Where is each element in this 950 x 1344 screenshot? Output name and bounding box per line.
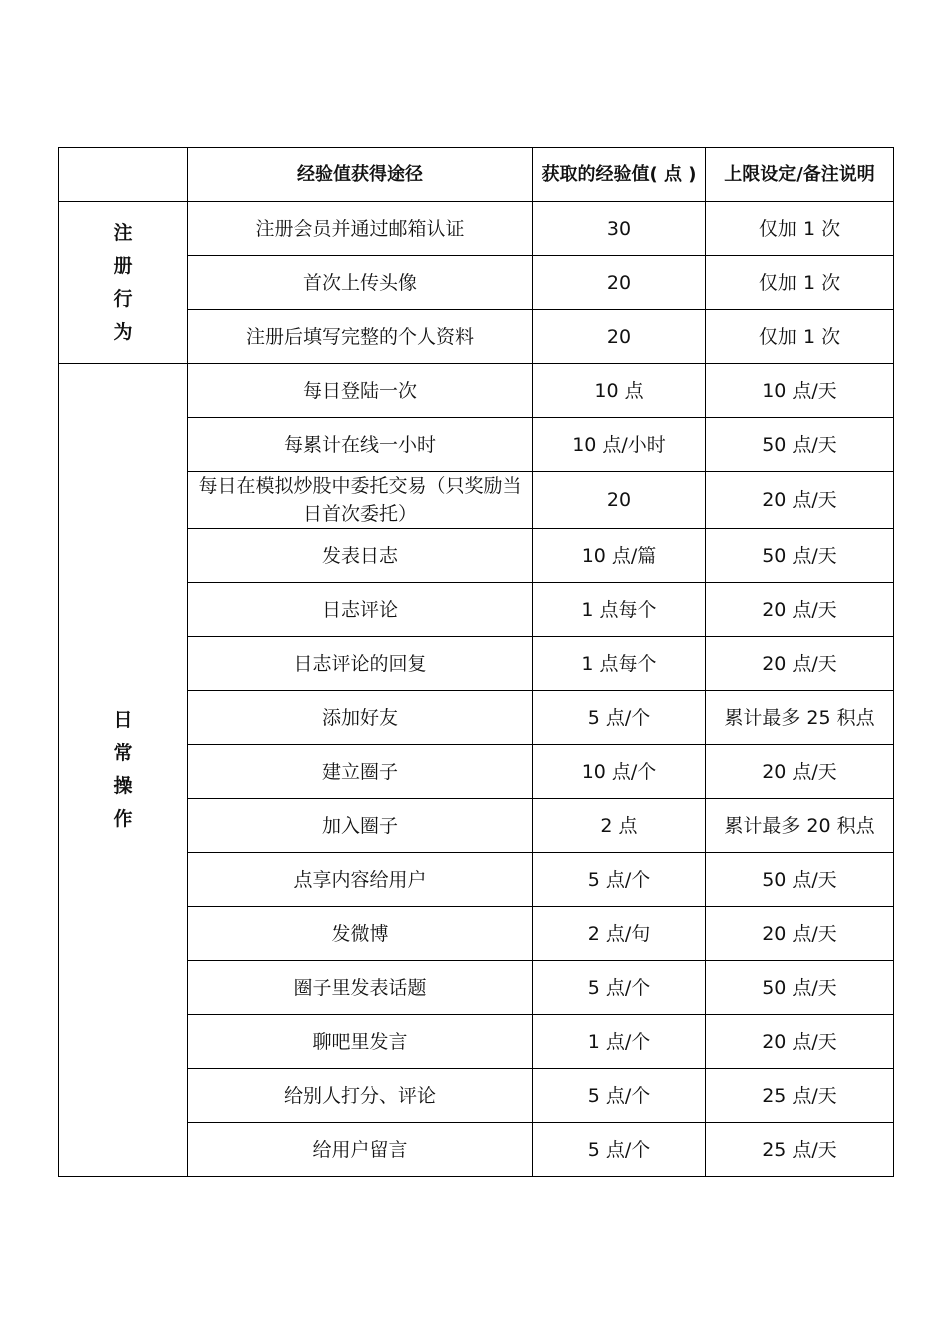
group-label-daily: 日常操作 [59, 364, 188, 1177]
cell-points: 1 点/个 [533, 1015, 706, 1069]
cell-points: 20 [533, 310, 706, 364]
cell-method: 注册后填写完整的个人资料 [188, 310, 533, 364]
cell-limit: 仅加 1 次 [706, 256, 894, 310]
header-category [59, 148, 188, 202]
experience-points-table [58, 147, 894, 1177]
cell-method: 加入圈子 [188, 799, 533, 853]
cell-points: 20 [533, 472, 706, 529]
cell-limit: 20 点/天 [706, 472, 894, 529]
header-points: 获取的经验值( 点 ) [533, 148, 706, 202]
cell-points: 5 点/个 [533, 961, 706, 1015]
cell-method: 添加好友 [188, 691, 533, 745]
header-limit: 上限设定/备注说明 [706, 148, 894, 202]
cell-method: 给别人打分、评论 [188, 1069, 533, 1123]
cell-method: 圈子里发表话题 [188, 961, 533, 1015]
cell-limit: 25 点/天 [706, 1069, 894, 1123]
experience-table-container [58, 147, 893, 1177]
cell-limit: 仅加 1 次 [706, 310, 894, 364]
cell-limit: 20 点/天 [706, 745, 894, 799]
cell-limit: 50 点/天 [706, 529, 894, 583]
cell-method: 每日登陆一次 [188, 364, 533, 418]
cell-points: 5 点/个 [533, 1123, 706, 1177]
cell-points: 5 点/个 [533, 691, 706, 745]
cell-method: 给用户留言 [188, 1123, 533, 1177]
cell-limit: 20 点/天 [706, 1015, 894, 1069]
cell-method: 每日在模拟炒股中委托交易（只奖励当日首次委托） [188, 472, 533, 529]
cell-limit: 累计最多 20 积点 [706, 799, 894, 853]
cell-points: 5 点/个 [533, 853, 706, 907]
group-label-registration: 注册行为 [59, 202, 188, 364]
cell-points: 1 点每个 [533, 637, 706, 691]
cell-method: 日志评论的回复 [188, 637, 533, 691]
cell-limit: 50 点/天 [706, 961, 894, 1015]
header-method: 经验值获得途径 [188, 148, 533, 202]
cell-method: 注册会员并通过邮箱认证 [188, 202, 533, 256]
cell-limit: 25 点/天 [706, 1123, 894, 1177]
cell-method: 日志评论 [188, 583, 533, 637]
cell-limit: 20 点/天 [706, 637, 894, 691]
cell-limit: 20 点/天 [706, 907, 894, 961]
cell-method: 发微博 [188, 907, 533, 961]
table-row [59, 364, 894, 418]
cell-method: 发表日志 [188, 529, 533, 583]
cell-limit: 20 点/天 [706, 583, 894, 637]
cell-points: 10 点/小时 [533, 418, 706, 472]
cell-points: 30 [533, 202, 706, 256]
cell-points: 2 点 [533, 799, 706, 853]
cell-points: 2 点/句 [533, 907, 706, 961]
cell-points: 10 点/个 [533, 745, 706, 799]
cell-limit: 50 点/天 [706, 418, 894, 472]
cell-limit: 仅加 1 次 [706, 202, 894, 256]
cell-limit: 累计最多 25 积点 [706, 691, 894, 745]
cell-points: 10 点/篇 [533, 529, 706, 583]
cell-points: 20 [533, 256, 706, 310]
table-header-row [59, 148, 894, 202]
cell-method: 首次上传头像 [188, 256, 533, 310]
table-row [59, 202, 894, 256]
cell-points: 10 点 [533, 364, 706, 418]
cell-limit: 10 点/天 [706, 364, 894, 418]
cell-points: 1 点每个 [533, 583, 706, 637]
cell-method: 聊吧里发言 [188, 1015, 533, 1069]
cell-method: 点享内容给用户 [188, 853, 533, 907]
cell-points: 5 点/个 [533, 1069, 706, 1123]
cell-method: 建立圈子 [188, 745, 533, 799]
cell-method: 每累计在线一小时 [188, 418, 533, 472]
cell-limit: 50 点/天 [706, 853, 894, 907]
